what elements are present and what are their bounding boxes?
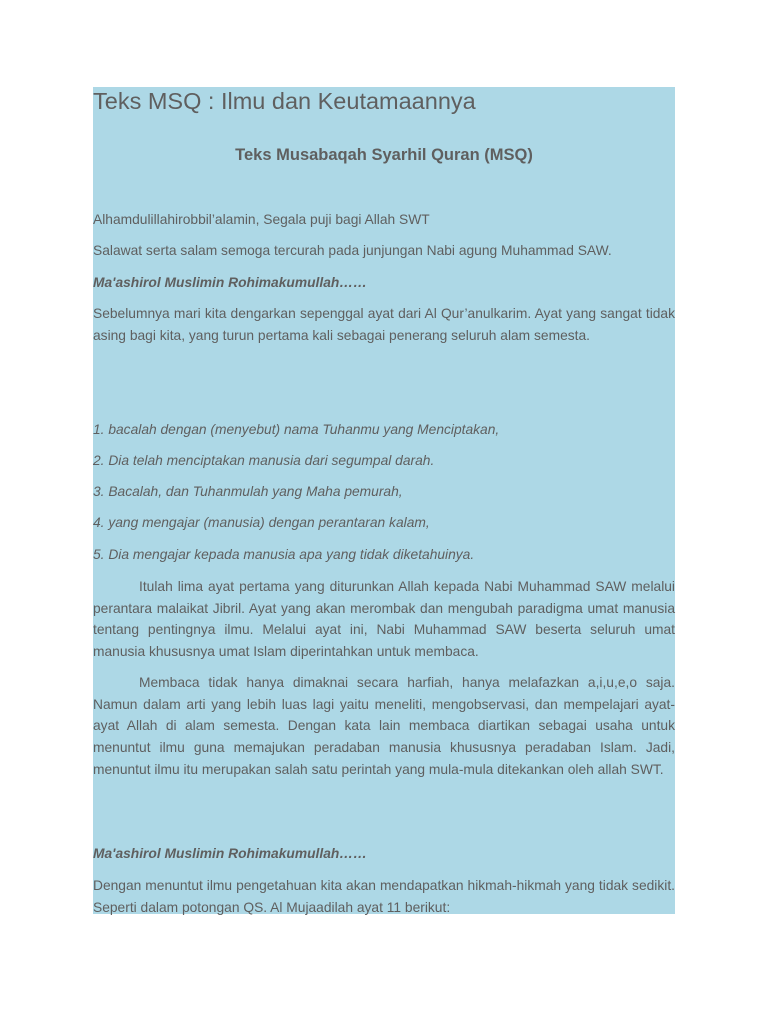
page-title: Teks MSQ : Ilmu dan Keutamaannya [93,88,476,114]
body-paragraph: Membaca tidak hanya dimaknai secara harfiah, hanya melafazkan a,i,u,e,o saja. Namun dalam arti yang lebih luas lagi yaitu meneliti, mengobservasi, dan mempelajari ayat-ayat Allah di alam semesta. Dengan kata lain membaca diartikan sebagai usaha untuk menuntut ilmu guna memajukan peradaban manusia khususnya peradaban Islam. Jadi, menuntut ilmu itu merupakan salah satu perintah yang mula-mula ditekankan oleh allah SWT. [93,675,675,777]
audience-address: Ma'ashirol Muslimin Rohimakumullah…… [93,846,367,861]
verse-item: 2. Dia telah menciptakan manusia dari segumpal darah. [93,453,435,468]
verse-item: 1. bacalah dengan (menyebut) nama Tuhanmu yang Menciptakan, [93,422,500,437]
body-paragraph: Dengan menuntut ilmu pengetahuan kita akan mendapatkan hikmah-hikmah yang tidak sedikit. Seperti dalam potongan QS. Al Mujaadilah ayat 11 berikut: [93,878,675,915]
opening-praise: Alhamdulillahirobbil’alamin, Segala puji bagi Allah SWT [93,212,430,227]
verse-item: 4. yang mengajar (manusia) dengan perantaran kalam, [93,515,430,530]
verse-item: 5. Dia mengajar kepada manusia apa yang tidak diketahuinya. [93,547,475,562]
verse-item: 3. Bacalah, dan Tuhanmulah yang Maha pemurah, [93,484,403,499]
document-subtitle: Teks Musabaqah Syarhil Quran (MSQ) [235,146,533,164]
opening-salawat: Salawat serta salam semoga tercurah pada junjungan Nabi agung Muhammad SAW. [93,243,612,258]
audience-address: Ma'ashirol Muslimin Rohimakumullah…… [93,275,367,290]
intro-paragraph: Sebelumnya mari kita dengarkan sepenggal ayat dari Al Qur’anulkarim. Ayat yang sangat tidak asing bagi kita, yang turun pertama kali sebagai penerang seluruh alam semesta. [93,306,675,343]
body-paragraph: Itulah lima ayat pertama yang diturunkan Allah kepada Nabi Muhammad SAW melalui perantara malaikat Jibril. Ayat yang akan merombak dan mengubah paradigma umat manusia tentang pentingnya ilmu. Melalui ayat ini, Nabi Muhammad SAW beserta seluruh umat manusia khususnya umat Islam diperintahkan untuk membaca. [93,579,675,660]
